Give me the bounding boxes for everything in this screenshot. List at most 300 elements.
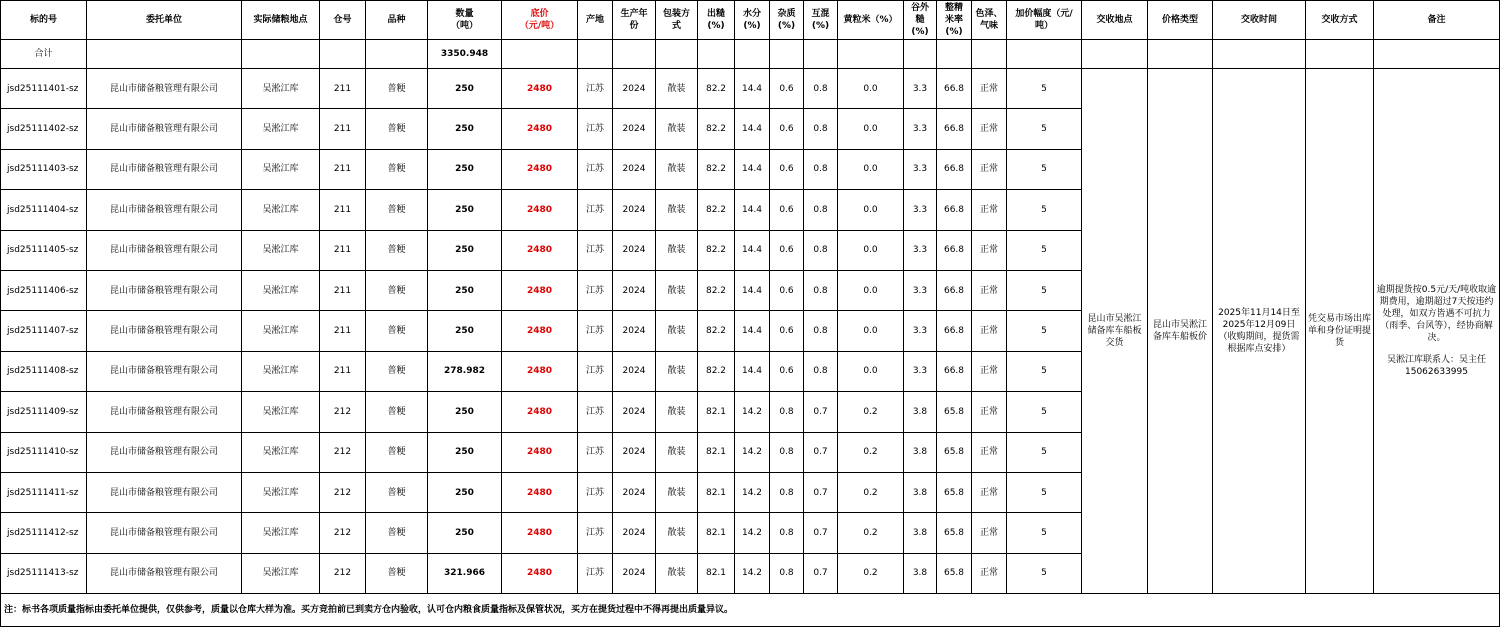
variety-cell: 普粳 (366, 190, 428, 230)
production-year-cell: 2024 (613, 472, 656, 512)
reserve-price-cell: 2480 (502, 351, 578, 391)
mix-rate-cell: 0.8 (804, 270, 838, 310)
storage-location-cell: 吴淞江库 (242, 513, 320, 553)
footnote: 注：标书各项质量指标由委托单位提供，仅供参考，质量以仓库大样为准。买方竞拍前已到卖方仓内验收，认可仓内粮食质量指标及保管状况，买方在提货过程中不得再提出质量异议。 (1, 594, 1500, 627)
reserve-price-cell: 2480 (502, 392, 578, 432)
column-header: 互混 (%) (804, 1, 838, 40)
warehouse-no-cell: 212 (320, 513, 366, 553)
quantity-cell: 250 (428, 311, 502, 351)
column-header: 品种 (366, 1, 428, 40)
brown-rice-rate-cell: 82.1 (698, 472, 735, 512)
outer-brown-cell: 3.3 (904, 351, 937, 391)
consignor-cell: 昆山市储备粮管理有限公司 (87, 553, 242, 593)
moisture-cell: 14.4 (735, 190, 770, 230)
price-type-cell: 昆山市吴淞江备库车船板价 (1148, 69, 1213, 594)
variety-cell: 普粳 (366, 392, 428, 432)
origin-cell: 江苏 (578, 351, 613, 391)
head-rice-rate-cell: 65.8 (937, 553, 972, 593)
delivery-method-cell: 凭交易市场出库单和身份证明提货 (1306, 69, 1374, 594)
yellow-rice-cell: 0.2 (838, 553, 904, 593)
warehouse-no-cell: 211 (320, 190, 366, 230)
column-header: 交收地点 (1082, 1, 1148, 40)
head-rice-rate-cell: 66.8 (937, 230, 972, 270)
reserve-price-cell: 2480 (502, 553, 578, 593)
consignor-cell: 昆山市储备粮管理有限公司 (87, 270, 242, 310)
reserve-price-cell: 2480 (502, 270, 578, 310)
storage-location-cell: 吴淞江库 (242, 109, 320, 149)
packaging-cell: 散装 (656, 149, 698, 189)
empty-cell (972, 40, 1007, 69)
warehouse-no-cell: 212 (320, 553, 366, 593)
color-odor-cell: 正常 (972, 513, 1007, 553)
moisture-cell: 14.4 (735, 230, 770, 270)
moisture-cell: 14.4 (735, 311, 770, 351)
mix-rate-cell: 0.7 (804, 392, 838, 432)
variety-cell: 普粳 (366, 432, 428, 472)
empty-cell (937, 40, 972, 69)
impurity-cell: 0.6 (770, 311, 804, 351)
lot-id-cell: jsd25111402-sz (1, 109, 87, 149)
consignor-cell: 昆山市储备粮管理有限公司 (87, 149, 242, 189)
production-year-cell: 2024 (613, 109, 656, 149)
brown-rice-rate-cell: 82.2 (698, 270, 735, 310)
moisture-cell: 14.4 (735, 149, 770, 189)
quantity-cell: 250 (428, 149, 502, 189)
consignor-cell: 昆山市储备粮管理有限公司 (87, 109, 242, 149)
empty-cell (1007, 40, 1082, 69)
column-header: 黄粒米（%） (838, 1, 904, 40)
markup-cell: 5 (1007, 109, 1082, 149)
yellow-rice-cell: 0.0 (838, 190, 904, 230)
empty-cell (1306, 40, 1374, 69)
column-header: 水分 (%) (735, 1, 770, 40)
storage-location-cell: 吴淞江库 (242, 69, 320, 109)
empty-cell (1213, 40, 1306, 69)
empty-cell (838, 40, 904, 69)
column-header: 仓号 (320, 1, 366, 40)
quantity-cell: 250 (428, 190, 502, 230)
empty-cell (366, 40, 428, 69)
reserve-price-cell: 2480 (502, 432, 578, 472)
quantity-cell: 250 (428, 392, 502, 432)
summary-quantity: 3350.948 (428, 40, 502, 69)
moisture-cell: 14.2 (735, 553, 770, 593)
column-header: 出糙 (%) (698, 1, 735, 40)
variety-cell: 普粳 (366, 109, 428, 149)
column-header: 谷外 糙 (%) (904, 1, 937, 40)
origin-cell: 江苏 (578, 513, 613, 553)
markup-cell: 5 (1007, 69, 1082, 109)
production-year-cell: 2024 (613, 553, 656, 593)
impurity-cell: 0.6 (770, 149, 804, 189)
brown-rice-rate-cell: 82.1 (698, 432, 735, 472)
brown-rice-rate-cell: 82.1 (698, 513, 735, 553)
color-odor-cell: 正常 (972, 311, 1007, 351)
warehouse-no-cell: 211 (320, 149, 366, 189)
production-year-cell: 2024 (613, 190, 656, 230)
mix-rate-cell: 0.8 (804, 109, 838, 149)
outer-brown-cell: 3.3 (904, 311, 937, 351)
production-year-cell: 2024 (613, 392, 656, 432)
warehouse-no-cell: 212 (320, 392, 366, 432)
yellow-rice-cell: 0.2 (838, 432, 904, 472)
variety-cell: 普粳 (366, 270, 428, 310)
moisture-cell: 14.4 (735, 69, 770, 109)
impurity-cell: 0.8 (770, 553, 804, 593)
empty-cell (502, 40, 578, 69)
head-rice-rate-cell: 66.8 (937, 190, 972, 230)
mix-rate-cell: 0.8 (804, 149, 838, 189)
consignor-cell: 昆山市储备粮管理有限公司 (87, 392, 242, 432)
impurity-cell: 0.6 (770, 351, 804, 391)
summary-row (1, 40, 1500, 69)
consignor-cell: 昆山市储备粮管理有限公司 (87, 513, 242, 553)
markup-cell: 5 (1007, 230, 1082, 270)
markup-cell: 5 (1007, 553, 1082, 593)
empty-cell (320, 40, 366, 69)
head-rice-rate-cell: 66.8 (937, 109, 972, 149)
outer-brown-cell: 3.3 (904, 69, 937, 109)
column-header: 标的号 (1, 1, 87, 40)
storage-location-cell: 吴淞江库 (242, 230, 320, 270)
consignor-cell: 昆山市储备粮管理有限公司 (87, 190, 242, 230)
outer-brown-cell: 3.3 (904, 230, 937, 270)
column-header: 整精 米率 (%) (937, 1, 972, 40)
summary-label: 合计 (1, 40, 87, 69)
color-odor-cell: 正常 (972, 432, 1007, 472)
empty-cell (1148, 40, 1213, 69)
brown-rice-rate-cell: 82.1 (698, 392, 735, 432)
quantity-cell: 250 (428, 230, 502, 270)
packaging-cell: 散装 (656, 472, 698, 512)
moisture-cell: 14.4 (735, 351, 770, 391)
packaging-cell: 散装 (656, 311, 698, 351)
origin-cell: 江苏 (578, 392, 613, 432)
production-year-cell: 2024 (613, 432, 656, 472)
head-rice-rate-cell: 65.8 (937, 392, 972, 432)
moisture-cell: 14.2 (735, 472, 770, 512)
empty-cell (242, 40, 320, 69)
mix-rate-cell: 0.8 (804, 69, 838, 109)
impurity-cell: 0.6 (770, 270, 804, 310)
production-year-cell: 2024 (613, 311, 656, 351)
mix-rate-cell: 0.7 (804, 513, 838, 553)
packaging-cell: 散装 (656, 392, 698, 432)
consignor-cell: 昆山市储备粮管理有限公司 (87, 230, 242, 270)
impurity-cell: 0.8 (770, 472, 804, 512)
lot-id-cell: jsd25111405-sz (1, 230, 87, 270)
consignor-cell: 昆山市储备粮管理有限公司 (87, 432, 242, 472)
color-odor-cell: 正常 (972, 69, 1007, 109)
production-year-cell: 2024 (613, 149, 656, 189)
mix-rate-cell: 0.7 (804, 472, 838, 512)
quantity-cell: 250 (428, 270, 502, 310)
impurity-cell: 0.6 (770, 230, 804, 270)
outer-brown-cell: 3.8 (904, 472, 937, 512)
moisture-cell: 14.4 (735, 270, 770, 310)
variety-cell: 普粳 (366, 472, 428, 512)
empty-cell (770, 40, 804, 69)
reserve-price-cell: 2480 (502, 311, 578, 351)
production-year-cell: 2024 (613, 270, 656, 310)
variety-cell: 普粳 (366, 513, 428, 553)
lot-id-cell: jsd25111401-sz (1, 69, 87, 109)
lot-id-cell: jsd25111411-sz (1, 472, 87, 512)
color-odor-cell: 正常 (972, 351, 1007, 391)
mix-rate-cell: 0.8 (804, 230, 838, 270)
empty-cell (656, 40, 698, 69)
brown-rice-rate-cell: 82.2 (698, 190, 735, 230)
production-year-cell: 2024 (613, 230, 656, 270)
variety-cell: 普粳 (366, 351, 428, 391)
production-year-cell: 2024 (613, 351, 656, 391)
moisture-cell: 14.2 (735, 513, 770, 553)
lot-id-cell: jsd25111410-sz (1, 432, 87, 472)
delivery-place-cell: 昆山市吴淞江储备库车船板交货 (1082, 69, 1148, 594)
column-header: 生产年 份 (613, 1, 656, 40)
yellow-rice-cell: 0.0 (838, 311, 904, 351)
lot-id-cell: jsd25111403-sz (1, 149, 87, 189)
lot-id-cell: jsd25111409-sz (1, 392, 87, 432)
table-row (1, 69, 1500, 109)
impurity-cell: 0.8 (770, 432, 804, 472)
packaging-cell: 散装 (656, 109, 698, 149)
packaging-cell: 散装 (656, 513, 698, 553)
warehouse-no-cell: 211 (320, 69, 366, 109)
color-odor-cell: 正常 (972, 109, 1007, 149)
yellow-rice-cell: 0.0 (838, 270, 904, 310)
yellow-rice-cell: 0.0 (838, 230, 904, 270)
reserve-price-cell: 2480 (502, 513, 578, 553)
origin-cell: 江苏 (578, 109, 613, 149)
markup-cell: 5 (1007, 149, 1082, 189)
empty-cell (1082, 40, 1148, 69)
reserve-price-cell: 2480 (502, 109, 578, 149)
consignor-cell: 昆山市储备粮管理有限公司 (87, 351, 242, 391)
packaging-cell: 散装 (656, 230, 698, 270)
storage-location-cell: 吴淞江库 (242, 311, 320, 351)
color-odor-cell: 正常 (972, 270, 1007, 310)
moisture-cell: 14.4 (735, 109, 770, 149)
yellow-rice-cell: 0.0 (838, 149, 904, 189)
warehouse-no-cell: 212 (320, 472, 366, 512)
moisture-cell: 14.2 (735, 432, 770, 472)
impurity-cell: 0.6 (770, 109, 804, 149)
consignor-cell: 昆山市储备粮管理有限公司 (87, 472, 242, 512)
empty-cell (698, 40, 735, 69)
origin-cell: 江苏 (578, 190, 613, 230)
origin-cell: 江苏 (578, 311, 613, 351)
color-odor-cell: 正常 (972, 472, 1007, 512)
variety-cell: 普粳 (366, 69, 428, 109)
column-header: 实际储粮地点 (242, 1, 320, 40)
outer-brown-cell: 3.8 (904, 392, 937, 432)
packaging-cell: 散装 (656, 270, 698, 310)
consignor-cell: 昆山市储备粮管理有限公司 (87, 69, 242, 109)
column-header: 包装方 式 (656, 1, 698, 40)
head-rice-rate-cell: 65.8 (937, 513, 972, 553)
head-rice-rate-cell: 66.8 (937, 351, 972, 391)
consignor-cell: 昆山市储备粮管理有限公司 (87, 311, 242, 351)
storage-location-cell: 吴淞江库 (242, 149, 320, 189)
color-odor-cell: 正常 (972, 392, 1007, 432)
origin-cell: 江苏 (578, 270, 613, 310)
reserve-price-cell: 2480 (502, 190, 578, 230)
head-rice-rate-cell: 66.8 (937, 69, 972, 109)
outer-brown-cell: 3.8 (904, 432, 937, 472)
remarks-penalty: 逾期提货按0.5元/天/吨收取逾期费用，逾期超过7天按违约处理，如双方皆遇不可抗力（雨季、台风等），经协商解决。 (1376, 285, 1497, 344)
brown-rice-rate-cell: 82.1 (698, 553, 735, 593)
packaging-cell: 散装 (656, 432, 698, 472)
storage-location-cell: 吴淞江库 (242, 432, 320, 472)
quantity-cell: 250 (428, 432, 502, 472)
remarks-contact: 吴淞江库联系人：吴主任15062633995 (1386, 355, 1486, 378)
markup-cell: 5 (1007, 311, 1082, 351)
column-header: 委托单位 (87, 1, 242, 40)
impurity-cell: 0.8 (770, 513, 804, 553)
impurity-cell: 0.6 (770, 69, 804, 109)
empty-cell (1374, 40, 1500, 69)
column-header: 色泽、 气味 (972, 1, 1007, 40)
impurity-cell: 0.6 (770, 190, 804, 230)
lot-id-cell: jsd25111412-sz (1, 513, 87, 553)
yellow-rice-cell: 0.2 (838, 472, 904, 512)
yellow-rice-cell: 0.2 (838, 513, 904, 553)
color-odor-cell: 正常 (972, 553, 1007, 593)
lot-id-cell: jsd25111407-sz (1, 311, 87, 351)
outer-brown-cell: 3.8 (904, 513, 937, 553)
mix-rate-cell: 0.7 (804, 553, 838, 593)
column-header: 底价 （元/吨） (502, 1, 578, 40)
brown-rice-rate-cell: 82.2 (698, 311, 735, 351)
impurity-cell: 0.8 (770, 392, 804, 432)
reserve-price-cell: 2480 (502, 472, 578, 512)
empty-cell (735, 40, 770, 69)
markup-cell: 5 (1007, 351, 1082, 391)
packaging-cell: 散装 (656, 190, 698, 230)
quantity-cell: 250 (428, 472, 502, 512)
origin-cell: 江苏 (578, 472, 613, 512)
lot-id-cell: jsd25111413-sz (1, 553, 87, 593)
packaging-cell: 散装 (656, 69, 698, 109)
header-row (1, 1, 1500, 40)
yellow-rice-cell: 0.0 (838, 351, 904, 391)
remarks-cell (1374, 69, 1500, 594)
head-rice-rate-cell: 66.8 (937, 270, 972, 310)
quantity-cell: 250 (428, 109, 502, 149)
column-header: 交收方式 (1306, 1, 1374, 40)
origin-cell: 江苏 (578, 149, 613, 189)
markup-cell: 5 (1007, 270, 1082, 310)
mix-rate-cell: 0.8 (804, 190, 838, 230)
storage-location-cell: 吴淞江库 (242, 351, 320, 391)
outer-brown-cell: 3.3 (904, 190, 937, 230)
warehouse-no-cell: 211 (320, 351, 366, 391)
reserve-price-cell: 2480 (502, 149, 578, 189)
column-header: 价格类型 (1148, 1, 1213, 40)
head-rice-rate-cell: 65.8 (937, 432, 972, 472)
color-odor-cell: 正常 (972, 149, 1007, 189)
empty-cell (578, 40, 613, 69)
lot-id-cell: jsd25111404-sz (1, 190, 87, 230)
head-rice-rate-cell: 65.8 (937, 472, 972, 512)
production-year-cell: 2024 (613, 69, 656, 109)
storage-location-cell: 吴淞江库 (242, 392, 320, 432)
delivery-time-cell: 2025年11月14日至2025年12月09日（收购期间，提货需根据库点安排） (1213, 69, 1306, 594)
lot-id-cell: jsd25111408-sz (1, 351, 87, 391)
quantity-cell: 250 (428, 69, 502, 109)
head-rice-rate-cell: 66.8 (937, 149, 972, 189)
markup-cell: 5 (1007, 190, 1082, 230)
markup-cell: 5 (1007, 513, 1082, 553)
markup-cell: 5 (1007, 472, 1082, 512)
packaging-cell: 散装 (656, 351, 698, 391)
quantity-cell: 321.966 (428, 553, 502, 593)
yellow-rice-cell: 0.0 (838, 109, 904, 149)
origin-cell: 江苏 (578, 553, 613, 593)
variety-cell: 普粳 (366, 311, 428, 351)
origin-cell: 江苏 (578, 432, 613, 472)
column-header: 杂质 (%) (770, 1, 804, 40)
color-odor-cell: 正常 (972, 190, 1007, 230)
brown-rice-rate-cell: 82.2 (698, 69, 735, 109)
outer-brown-cell: 3.3 (904, 270, 937, 310)
packaging-cell: 散装 (656, 553, 698, 593)
quantity-cell: 250 (428, 513, 502, 553)
mix-rate-cell: 0.8 (804, 351, 838, 391)
markup-cell: 5 (1007, 392, 1082, 432)
column-header: 数量 （吨） (428, 1, 502, 40)
column-header: 交收时间 (1213, 1, 1306, 40)
storage-location-cell: 吴淞江库 (242, 190, 320, 230)
mix-rate-cell: 0.8 (804, 311, 838, 351)
outer-brown-cell: 3.8 (904, 553, 937, 593)
storage-location-cell: 吴淞江库 (242, 472, 320, 512)
column-header: 产地 (578, 1, 613, 40)
brown-rice-rate-cell: 82.2 (698, 149, 735, 189)
empty-cell (87, 40, 242, 69)
variety-cell: 普粳 (366, 149, 428, 189)
reserve-price-cell: 2480 (502, 230, 578, 270)
empty-cell (804, 40, 838, 69)
brown-rice-rate-cell: 82.2 (698, 230, 735, 270)
brown-rice-rate-cell: 82.2 (698, 109, 735, 149)
origin-cell: 江苏 (578, 230, 613, 270)
production-year-cell: 2024 (613, 513, 656, 553)
storage-location-cell: 吴淞江库 (242, 553, 320, 593)
warehouse-no-cell: 211 (320, 270, 366, 310)
warehouse-no-cell: 212 (320, 432, 366, 472)
quantity-cell: 278.982 (428, 351, 502, 391)
reserve-price-cell: 2480 (502, 69, 578, 109)
column-header: 备注 (1374, 1, 1500, 40)
mix-rate-cell: 0.7 (804, 432, 838, 472)
yellow-rice-cell: 0.2 (838, 392, 904, 432)
yellow-rice-cell: 0.0 (838, 69, 904, 109)
outer-brown-cell: 3.3 (904, 109, 937, 149)
variety-cell: 普粳 (366, 230, 428, 270)
markup-cell: 5 (1007, 432, 1082, 472)
origin-cell: 江苏 (578, 69, 613, 109)
warehouse-no-cell: 211 (320, 311, 366, 351)
empty-cell (904, 40, 937, 69)
empty-cell (613, 40, 656, 69)
lot-id-cell: jsd25111406-sz (1, 270, 87, 310)
column-header: 加价幅度（元/ 吨） (1007, 1, 1082, 40)
moisture-cell: 14.2 (735, 392, 770, 432)
storage-location-cell: 吴淞江库 (242, 270, 320, 310)
warehouse-no-cell: 211 (320, 230, 366, 270)
